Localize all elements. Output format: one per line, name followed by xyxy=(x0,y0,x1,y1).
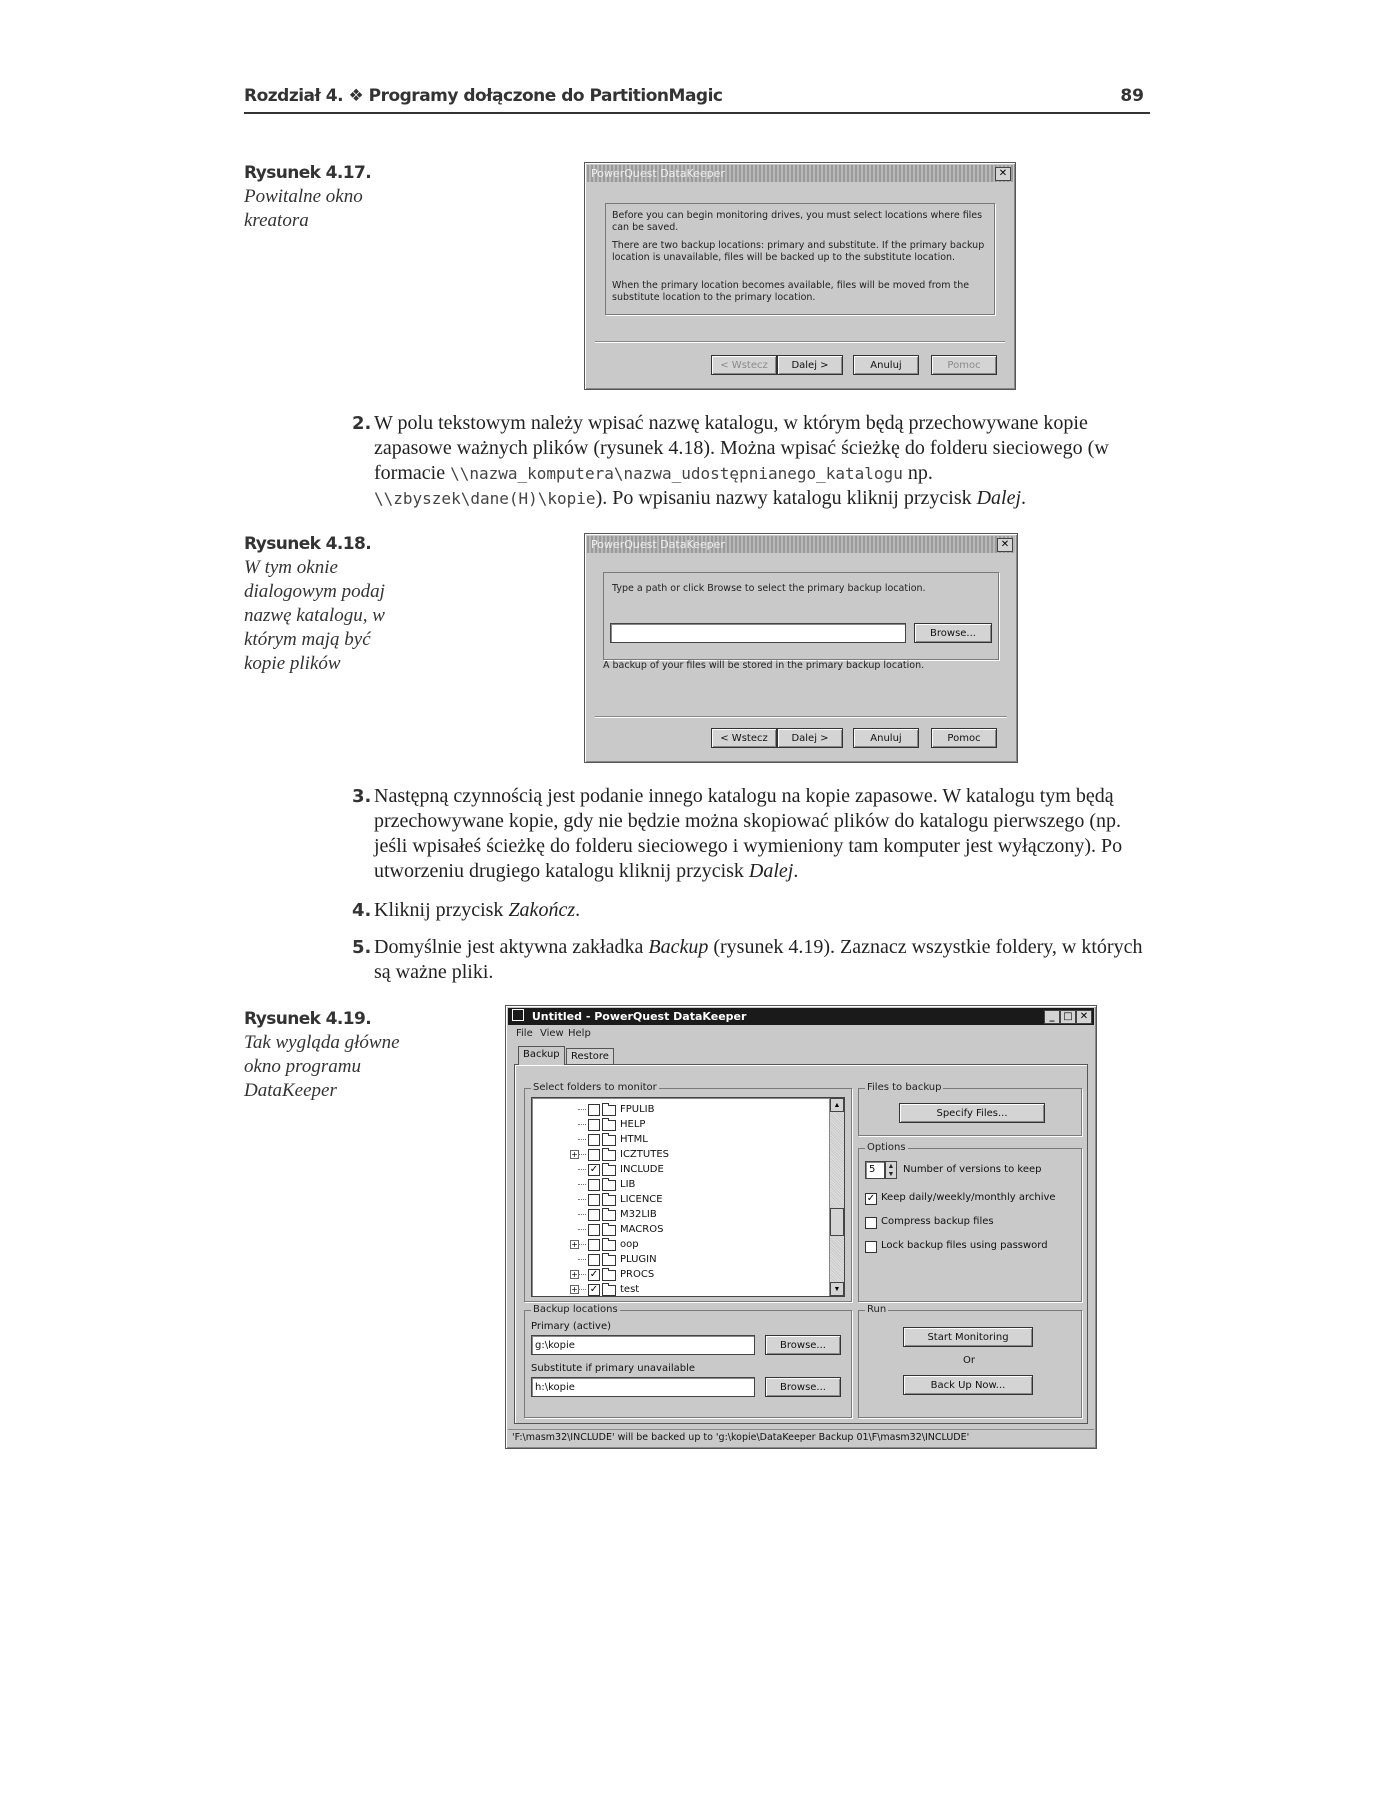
figure-caption-4-19 xyxy=(244,1009,434,1103)
scroll-down-icon[interactable]: ▼ xyxy=(830,1282,844,1296)
tree-item[interactable] xyxy=(532,1222,828,1237)
dialog-title: PowerQuest DataKeeper xyxy=(591,538,725,551)
step-4 xyxy=(352,898,1152,923)
folder-name: MACROS xyxy=(620,1224,664,1235)
start-monitoring-button[interactable]: Start Monitoring xyxy=(903,1327,1033,1347)
tree-line xyxy=(578,1214,586,1215)
text-run: W polu tekstowym należy wpisać nazwę katalogu, w którym będą przechowywane kopie zapasowe ważnych plików (rysunek 4.18). Można wpisać ścieżkę do folderu sieciowego (w formacie xyxy=(374,412,1109,484)
compress-checkbox[interactable] xyxy=(865,1217,877,1229)
dialog-titlebar xyxy=(587,165,1013,182)
spin-up-icon[interactable]: ▲ xyxy=(887,1162,895,1170)
folder-icon xyxy=(602,1240,616,1251)
folder-icon xyxy=(602,1195,616,1206)
folder-checkbox[interactable]: ✓ xyxy=(589,1284,599,1295)
cancel-button[interactable]: Anuluj xyxy=(853,355,919,375)
select-folders-label: Select folders to monitor xyxy=(533,1082,657,1093)
welcome-dialog xyxy=(584,162,1016,390)
folder-icon xyxy=(602,1135,616,1146)
specify-files-button[interactable]: Specify Files... xyxy=(899,1103,1045,1123)
folder-icon xyxy=(602,1120,616,1131)
expand-icon[interactable]: + xyxy=(571,1285,578,1294)
tree-line xyxy=(578,1244,586,1245)
folder-name: test xyxy=(620,1284,640,1295)
tree-line xyxy=(578,1184,586,1185)
figure-caption-text: W tym oknie dialogowym podaj nazwę katalogu, w którym mają być kopie plików xyxy=(244,557,385,674)
folder-tree[interactable] xyxy=(531,1097,845,1297)
datakeeper-main-window xyxy=(505,1005,1097,1449)
folder-checkbox[interactable]: ✓ xyxy=(589,1269,599,1280)
tree-item[interactable] xyxy=(532,1177,828,1192)
tree-line xyxy=(578,1199,586,1200)
tree-line xyxy=(578,1109,586,1110)
tree-line xyxy=(578,1124,586,1125)
minimize-icon[interactable]: _ xyxy=(1044,1010,1060,1024)
folder-name: INCLUDE xyxy=(620,1164,664,1175)
compress-label: Compress backup files xyxy=(881,1216,994,1227)
chapter-title: Rozdział 4. ❖ Programy dołączone do PartitionMagic xyxy=(244,86,723,106)
expand-icon[interactable]: + xyxy=(571,1150,578,1159)
files-to-backup-group xyxy=(858,1082,1082,1136)
location-panel xyxy=(603,572,999,660)
step-number: 5. xyxy=(352,937,372,958)
or-label: Or xyxy=(963,1355,975,1366)
primary-browse-button[interactable]: Browse... xyxy=(765,1335,841,1355)
close-icon[interactable]: ✕ xyxy=(997,538,1013,552)
lock-password-checkbox[interactable] xyxy=(865,1241,877,1253)
text-run: . xyxy=(1021,487,1027,509)
tab-backup[interactable]: Backup xyxy=(518,1046,565,1065)
folder-icon xyxy=(602,1270,616,1281)
primary-location-input[interactable] xyxy=(531,1335,755,1355)
next-button[interactable]: Dalej > xyxy=(777,728,843,748)
backup-locations-label: Backup locations xyxy=(533,1304,618,1315)
help-button[interactable]: Pomoc xyxy=(931,355,997,375)
help-button[interactable]: Pomoc xyxy=(931,728,997,748)
dialog-separator xyxy=(595,716,1007,718)
dialog-titlebar xyxy=(587,536,1015,553)
text-run: . xyxy=(793,860,799,882)
step-text xyxy=(374,898,1152,923)
folder-checkbox[interactable] xyxy=(588,1149,600,1161)
primary-label: Primary (active) xyxy=(531,1321,612,1332)
tree-item[interactable] xyxy=(532,1192,828,1207)
step-2 xyxy=(352,411,1152,511)
figure-label: Rysunek 4.18. xyxy=(244,534,372,554)
expand-icon[interactable]: + xyxy=(571,1240,578,1249)
tree-line xyxy=(578,1154,586,1155)
folder-icon xyxy=(602,1180,616,1191)
close-icon[interactable]: ✕ xyxy=(995,167,1011,181)
step-number: 4. xyxy=(352,900,372,921)
folder-checkbox[interactable] xyxy=(588,1104,600,1116)
folder-icon xyxy=(602,1150,616,1161)
scroll-thumb[interactable] xyxy=(830,1208,844,1236)
folder-icon xyxy=(602,1255,616,1266)
backup-locations-group xyxy=(524,1304,852,1418)
menu-view[interactable]: View xyxy=(540,1028,564,1039)
tree-line xyxy=(578,1169,586,1170)
tree-item[interactable] xyxy=(532,1282,828,1297)
run-label: Run xyxy=(867,1304,887,1315)
step-text xyxy=(374,935,1152,985)
primary-path-input[interactable] xyxy=(610,623,906,643)
info-panel xyxy=(605,203,995,315)
folder-checkbox[interactable]: ✓ xyxy=(589,1164,599,1175)
expand-icon[interactable]: + xyxy=(571,1270,578,1279)
emphasis: Backup xyxy=(648,936,709,958)
versions-spinner[interactable] xyxy=(885,1161,897,1179)
folder-icon xyxy=(602,1165,616,1176)
tree-item[interactable] xyxy=(532,1102,828,1117)
folder-checkbox[interactable] xyxy=(588,1179,600,1191)
location-prompt: Type a path or click Browse to select the primary backup location. xyxy=(612,583,926,594)
menu-help[interactable]: Help xyxy=(568,1028,591,1039)
tree-scrollbar[interactable] xyxy=(829,1098,844,1296)
emphasis: Dalej xyxy=(976,487,1022,509)
keep-archive-checkbox[interactable]: ✓ xyxy=(866,1193,876,1204)
text-run: Następną czynnością jest podanie innego katalogu na kopie zapasowe. W katalogu tym będą przechowywane kopie, gdy nie będzie można skopiować plików do katalogu pierwszego (np. jeśli wpisałeś ścieżkę do folderu sieciowego i wymieniony tam komputer jest wyłączony). Po utworzeniu drugiego katalogu kliknij przycisk xyxy=(374,785,1123,882)
primary-location-dialog xyxy=(584,533,1018,763)
figure-caption-4-17 xyxy=(244,163,434,233)
substitute-label: Substitute if primary unavailable xyxy=(531,1363,696,1374)
text-run: np. xyxy=(902,462,933,484)
next-button[interactable]: Dalej > xyxy=(777,355,843,375)
info-paragraph: When the primary location becomes available, files will be moved from the substitute location to the primary location. xyxy=(612,280,970,303)
tab-restore[interactable]: Restore xyxy=(566,1048,614,1065)
dialog-title: PowerQuest DataKeeper xyxy=(591,167,725,180)
tree-line xyxy=(578,1229,586,1230)
files-to-backup-label: Files to backup xyxy=(867,1082,942,1093)
folder-checkbox[interactable] xyxy=(588,1119,600,1131)
folder-name: LICENCE xyxy=(620,1194,663,1205)
folder-icon xyxy=(602,1285,616,1296)
tree-item[interactable] xyxy=(532,1207,828,1222)
figure-caption-4-18 xyxy=(244,534,434,676)
step-3 xyxy=(352,784,1152,884)
figure-caption-text: Tak wygląda główne okno programu DataKeeper xyxy=(244,1032,400,1101)
folder-icon xyxy=(602,1210,616,1221)
folder-name: FPULIB xyxy=(620,1104,655,1115)
step-5 xyxy=(352,935,1152,985)
window-title: Untitled - PowerQuest DataKeeper xyxy=(531,1010,747,1023)
step-text xyxy=(374,784,1152,884)
folder-checkbox[interactable] xyxy=(588,1224,600,1236)
step-number: 3. xyxy=(352,786,372,807)
versions-input[interactable] xyxy=(865,1161,885,1179)
info-paragraph: Before you can begin monitoring drives, you must select locations where files can be saved. xyxy=(612,210,983,233)
folder-checkbox[interactable] xyxy=(588,1254,600,1266)
tree-item[interactable] xyxy=(532,1117,828,1132)
tree-line xyxy=(578,1289,586,1290)
folder-name: HTML xyxy=(620,1134,648,1145)
info-paragraph: There are two backup locations: primary and substitute. If the primary backup location is unavailable, files will be backed up to the substitute location. xyxy=(612,240,985,263)
folder-icon xyxy=(602,1225,616,1236)
browse-button[interactable]: Browse... xyxy=(914,623,992,643)
menu-file[interactable]: File xyxy=(516,1028,533,1039)
spin-down-icon[interactable]: ▼ xyxy=(887,1170,895,1178)
tree-item[interactable] xyxy=(532,1252,828,1267)
tree-line xyxy=(578,1259,586,1260)
text-run: ). Po wpisaniu nazwy katalogu kliknij przycisk xyxy=(595,487,977,509)
versions-label: Number of versions to keep xyxy=(903,1164,1042,1175)
dialog-separator xyxy=(595,341,1005,343)
options-group xyxy=(858,1142,1082,1302)
text-run: Domyślnie jest aktywna zakładka xyxy=(374,936,649,958)
code-path: \\zbyszek\dane(H)\kopie xyxy=(374,489,596,508)
text-run: Kliknij przycisk xyxy=(374,899,509,921)
folder-name: LIB xyxy=(620,1179,636,1190)
text-run: . xyxy=(575,899,581,921)
window-titlebar xyxy=(508,1008,1094,1025)
tree-item[interactable] xyxy=(532,1147,828,1162)
keep-archive-label: Keep daily/weekly/monthly archive xyxy=(881,1192,1056,1203)
tree-item[interactable] xyxy=(532,1237,828,1252)
figure-label: Rysunek 4.19. xyxy=(244,1009,372,1029)
tree-line xyxy=(578,1274,586,1275)
lock-password-label: Lock backup files using password xyxy=(881,1240,1048,1251)
folder-checkbox[interactable] xyxy=(588,1239,600,1251)
folder-name: oop xyxy=(620,1239,639,1250)
options-label: Options xyxy=(867,1142,906,1153)
close-icon[interactable]: ✕ xyxy=(1076,1010,1092,1024)
tree-item[interactable] xyxy=(532,1132,828,1147)
run-group xyxy=(858,1304,1082,1418)
folder-name: PLUGIN xyxy=(620,1254,657,1265)
tree-item[interactable] xyxy=(532,1162,828,1177)
folder-icon xyxy=(602,1105,616,1116)
folder-name: PROCS xyxy=(620,1269,655,1280)
step-text xyxy=(374,411,1152,511)
scroll-up-icon[interactable]: ▲ xyxy=(830,1098,844,1112)
location-note: A backup of your files will be stored in the primary backup location. xyxy=(603,660,925,671)
page-number: 89 xyxy=(1120,86,1144,106)
text-run: (rysunek 4.19). Zaznacz wszystkie foldery, w których są ważne pliki. xyxy=(374,936,1143,983)
folder-name: HELP xyxy=(620,1119,646,1130)
select-folders-group xyxy=(524,1082,852,1302)
back-up-now-button[interactable]: Back Up Now... xyxy=(903,1375,1033,1395)
folder-checkbox[interactable] xyxy=(588,1209,600,1221)
folder-name: M32LIB xyxy=(620,1209,657,1220)
step-number: 2. xyxy=(352,413,372,434)
substitute-location-input[interactable] xyxy=(531,1377,755,1397)
running-header xyxy=(244,84,1150,114)
cancel-button[interactable]: Anuluj xyxy=(853,728,919,748)
folder-name: ICZTUTES xyxy=(620,1149,669,1160)
folder-checkbox[interactable] xyxy=(588,1134,600,1146)
substitute-browse-button[interactable]: Browse... xyxy=(765,1377,841,1397)
status-bar: 'F:\masm32\INCLUDE' will be backed up to 'g:\kopie\DataKeeper Backup 01\F\masm32\INCLUDE' xyxy=(508,1429,1094,1446)
tree-line xyxy=(578,1139,586,1140)
emphasis: Dalej xyxy=(748,860,794,882)
code-path: \\nazwa_komputera\nazwa_udostępnianego_katalogu xyxy=(450,464,903,483)
back-button[interactable]: < Wstecz xyxy=(711,728,777,748)
back-button[interactable]: < Wstecz xyxy=(711,355,777,375)
emphasis: Zakończ xyxy=(508,899,576,921)
app-icon xyxy=(512,1009,524,1021)
figure-caption-text: Powitalne okno kreatora xyxy=(244,186,363,231)
maximize-icon[interactable]: □ xyxy=(1060,1010,1076,1024)
figure-label: Rysunek 4.17. xyxy=(244,163,372,183)
folder-checkbox[interactable] xyxy=(588,1194,600,1206)
tree-item[interactable] xyxy=(532,1267,828,1282)
